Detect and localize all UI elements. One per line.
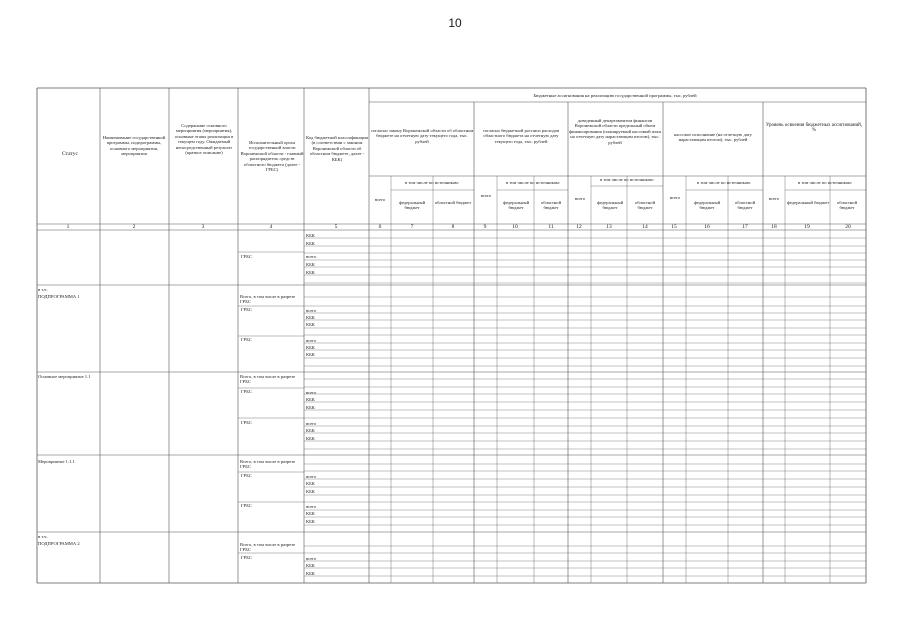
header-kbk: Код бюджетной классификации (в соответствии с законом Воронежской области об областном бюджете, далее - КБК) [306, 135, 368, 162]
total-by-grbs-label: Всего, в том числе в разрезе ГРБС [240, 294, 296, 305]
sub-incl-5: в том числе по источникам: [798, 180, 852, 185]
subprogram-2-label: ПОДПРОГРАММА 2 [38, 541, 80, 546]
kbk-label: КБК [306, 270, 315, 275]
kbk-label: КБК [306, 563, 315, 568]
kbk-label: КБК [306, 571, 315, 576]
kbk-label: КБК [306, 397, 315, 402]
grbs-label: ГРБС [241, 420, 252, 425]
kbk-label: КБК [306, 436, 315, 441]
kbk-label: КБК [306, 241, 315, 246]
header-law: согласно закону Воронежской области об областном бюджете на отчетную дату текущего года, тыс. рублей [370, 128, 474, 144]
sub-fed-1: федеральный бюджет [398, 200, 426, 211]
kbk-label: КБК [306, 481, 315, 486]
column-number: 12 [576, 224, 582, 230]
sub-obl-5: областной бюджет [836, 200, 858, 211]
column-number: 15 [671, 224, 677, 230]
sub-incl-1: в том числе по источникам: [405, 180, 459, 185]
header-name: Наименование государственной программы, подпрограммы, основного мероприятия, мероприятия [102, 135, 166, 157]
column-number: 1 [66, 224, 70, 230]
sub-incl-3: в том числе по источникам: [600, 177, 654, 182]
main-activity-label: Основное мероприятие 1.1 [38, 374, 91, 379]
grbs-label: ГРБС [241, 337, 252, 342]
column-number: 13 [606, 224, 612, 230]
sub-vsego-1: всего [374, 197, 386, 202]
total-by-grbs-label: Всего, в том числе в разрезе ГРБС [240, 459, 296, 470]
header-status: Статус [62, 151, 78, 157]
column-number: 17 [742, 224, 748, 230]
column-number: 2 [132, 224, 136, 230]
kbk-label: КБК [306, 352, 315, 357]
vsego-label: всего [306, 308, 317, 313]
column-number: 19 [804, 224, 810, 230]
grbs-label: ГРБС [241, 389, 252, 394]
kbk-label: КБК [306, 322, 315, 327]
column-number: 4 [269, 224, 273, 230]
column-number: 16 [704, 224, 710, 230]
sub-vsego-4: всего [669, 195, 681, 200]
vsego-label: всего [306, 504, 317, 509]
header-executor: Исполнительный орган государственной власти Воронежской области - главный распорядитель средств областного бюджета (далее - ГРБС) [240, 140, 304, 173]
sub-obl-1: областной бюджет [434, 200, 472, 205]
sub-vsego-5: всего [768, 196, 780, 201]
column-number: 11 [548, 224, 554, 230]
sub-incl-2: в том числе по источникам: [506, 180, 560, 185]
subprogram-1-label: ПОДПРОГРАММА 1 [38, 294, 80, 299]
column-number: 3 [201, 224, 205, 230]
vtch-label: в т.ч. [38, 287, 48, 292]
column-number: 20 [845, 224, 851, 230]
kbk-label: КБК [306, 489, 315, 494]
header-cash: кассовое исполнение (на отчетную дату нарастающим итогом), тыс. рублей [674, 132, 752, 143]
kbk-label: КБК [306, 345, 315, 350]
grbs-label: ГРБС [241, 307, 252, 312]
vtch-label: в т.ч. [38, 534, 48, 539]
header-limit: доведенный департаментом финансов Воронежской области предельный объем финансирования (планируемый кассовый план на отчетную дату нарастающим итогом), тыс. рублей [569, 118, 661, 145]
sub-vsego-3: всего [574, 196, 586, 201]
kbk-label: КБК [306, 519, 315, 524]
sub-vsego-2: всего [480, 193, 492, 198]
vsego-label: всего [306, 390, 317, 395]
kbk-label: КБК [306, 511, 315, 516]
activity-label: Мероприятие 1.1.1 [38, 459, 75, 464]
total-by-grbs-label: Всего, в том числе в разрезе ГРБС [240, 542, 296, 553]
kbk-label: КБК [306, 233, 315, 238]
vsego-label: всего [306, 556, 317, 561]
kbk-label: КБК [306, 405, 315, 410]
column-number: 8 [451, 224, 455, 230]
grbs-label: ГРБС [241, 555, 252, 560]
sub-obl-4: областной бюджет [734, 200, 756, 211]
sub-fed-5: федеральный бюджет [786, 200, 830, 205]
column-number: 9 [483, 224, 487, 230]
column-number: 6 [378, 224, 382, 230]
kbk-label: КБК [306, 262, 315, 267]
grbs-label: ГРБС [241, 254, 252, 259]
header-level: Уровень освоения бюджетных ассигнований, % [765, 123, 863, 134]
sub-fed-2: федеральный бюджет [502, 200, 530, 211]
sub-fed-4: федеральный бюджет [693, 200, 721, 211]
sub-obl-2: областной бюджет [540, 200, 562, 211]
header-content: Содержание основного мероприятия (мероприятия), основные этапы реализации в текущем году. Ожидаемый непосредственный результат (краткое описание) [174, 123, 234, 156]
sub-fed-3: федеральный бюджет [596, 200, 624, 211]
sub-incl-4: в том числе по источникам: [697, 180, 751, 185]
column-number: 5 [334, 224, 338, 230]
column-number: 14 [642, 224, 648, 230]
column-number: 18 [771, 224, 777, 230]
total-by-grbs-label: Всего, в том числе в разрезе ГРБС [240, 374, 296, 385]
page-number: 10 [448, 16, 462, 30]
vsego-label: всего [306, 421, 317, 426]
grbs-label: ГРБС [241, 473, 252, 478]
kbk-label: КБК [306, 315, 315, 320]
kbk-label: КБК [306, 428, 315, 433]
header-roster: согласно бюджетной росписи расходов областного бюджета на отчетную дату текущего года, тыс. рублей [482, 128, 560, 144]
column-number: 7 [410, 224, 414, 230]
vsego-label: всего [306, 474, 317, 479]
sub-obl-3: областной бюджет [634, 200, 656, 211]
vsego-label: всего [306, 338, 317, 343]
grbs-label: ГРБС [241, 503, 252, 508]
header-budget-span: Бюджетные ассигнования на реализацию государственной программы, тыс. рублей [533, 93, 697, 98]
column-number: 10 [512, 224, 518, 230]
vsego-label: всего [306, 254, 317, 259]
